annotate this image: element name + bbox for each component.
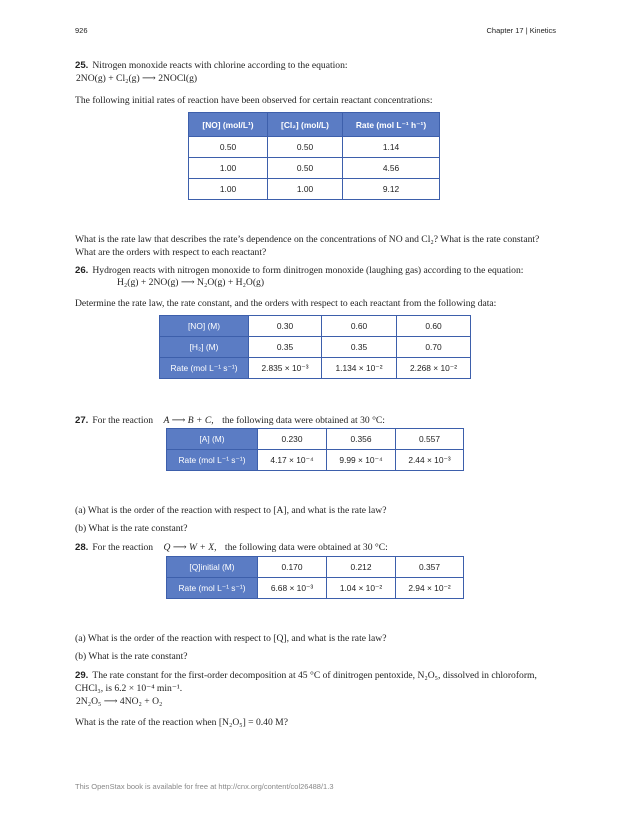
- q25-equation: 2NO(g) + Cl₂(g) ⟶ 2NOCl(g): [76, 73, 198, 84]
- q25-header-cl2: [Cl₂] (mol/L): [268, 113, 343, 137]
- q25-statement: Nitrogen monoxide reacts with chlorine according to the equation:: [92, 60, 348, 71]
- q29-text: [75, 670, 555, 695]
- q25-question: What is the rate law that describes the rate’s dependence on the concentrations of NO and Cl₂? What is the rate constant? What are the orders with respect to each reactant?: [75, 234, 540, 258]
- table-row: [189, 179, 440, 200]
- table-row: [160, 337, 471, 358]
- table-cell: 0.50: [268, 137, 343, 158]
- q27-reaction: A ⟶ B + C,: [163, 415, 214, 426]
- footer-note: This OpenStax book is available for free at http://cnx.org/content/col26488/1.3: [75, 782, 334, 791]
- q27-number: 27.: [75, 415, 89, 426]
- q26-intro: Determine the rate law, the rate constant, and the orders with respect to each reactant from the following data:: [75, 298, 497, 309]
- q25-number: 25.: [75, 60, 89, 71]
- q26-equation: H₂(g) + 2NO(g) ⟶ N₂O(g) + H₂O(g): [117, 277, 265, 288]
- table-cell: 1.04 × 10⁻²: [327, 578, 396, 599]
- table-row: [160, 316, 471, 337]
- q29-statement: The rate constant for the first-order decomposition at 45 °C of dinitrogen pentoxide, N₂O₅, dissolved in chloroform, CHCl₃, is 6.2 × 10⁻⁴ min⁻¹.: [75, 670, 537, 694]
- q26-row-label-rate: Rate (mol L⁻¹ s⁻¹): [160, 358, 249, 379]
- table-cell: 1.134 × 10⁻²: [322, 358, 397, 379]
- table-cell: 0.212: [327, 557, 396, 578]
- q28-table: [166, 556, 464, 599]
- q25-table: [188, 112, 440, 200]
- q26-text: [75, 265, 555, 278]
- table-cell: 0.70: [397, 337, 471, 358]
- q26-statement: Hydrogen reacts with nitrogen monoxide to form dinitrogen monoxide (laughing gas) according to the equation:: [92, 265, 524, 276]
- q27-text-before: For the reaction: [92, 415, 154, 426]
- table-cell: 0.557: [396, 429, 464, 450]
- table-row: [167, 450, 464, 471]
- q28-row-label-q: [Q]initial (M): [167, 557, 258, 578]
- q28-part-b: (b) What is the rate constant?: [75, 651, 188, 662]
- table-cell: 4.56: [343, 158, 440, 179]
- q28-reaction: Q ⟶ W + X,: [163, 542, 217, 553]
- q28-text: [75, 542, 575, 555]
- table-cell: 0.356: [327, 429, 396, 450]
- q26-row-label-no: [NO] (M): [160, 316, 249, 337]
- table-cell: 9.12: [343, 179, 440, 200]
- table-cell: 0.230: [258, 429, 327, 450]
- table-row: [167, 557, 464, 578]
- table-cell: 9.99 × 10⁻⁴: [327, 450, 396, 471]
- q26-row-label-h2: [H₂] (M): [160, 337, 249, 358]
- table-cell: 2.44 × 10⁻³: [396, 450, 464, 471]
- table-cell: 0.35: [249, 337, 322, 358]
- table-cell: 0.35: [322, 337, 397, 358]
- q28-part-a: (a) What is the order of the reaction with respect to [Q], and what is the rate law?: [75, 633, 387, 644]
- q25-header-rate: Rate (mol L⁻¹ h⁻¹): [343, 113, 440, 137]
- q25-intro: The following initial rates of reaction have been observed for certain reactant concentrations:: [75, 95, 433, 106]
- table-cell: 2.94 × 10⁻²: [396, 578, 464, 599]
- q27-text-after: the following data were obtained at 30 °C:: [222, 415, 385, 426]
- table-cell: 0.60: [322, 316, 397, 337]
- table-cell: 2.835 × 10⁻³: [249, 358, 322, 379]
- page-number: 926: [75, 26, 88, 35]
- q28-text-after: the following data were obtained at 30 °C:: [224, 542, 388, 553]
- q28-row-label-rate: Rate (mol L⁻¹ s⁻¹): [167, 578, 258, 599]
- table-cell: 1.14: [343, 137, 440, 158]
- q25-header-no: [NO] (mol/L¹): [189, 113, 268, 137]
- table-cell: 4.17 × 10⁻⁴: [258, 450, 327, 471]
- table-row: [167, 429, 464, 450]
- table-cell: 1.00: [268, 179, 343, 200]
- q26-table: [159, 315, 471, 379]
- table-cell: 1.00: [189, 158, 268, 179]
- table-cell: 0.170: [258, 557, 327, 578]
- chapter-label: Chapter 17 | Kinetics: [486, 26, 556, 35]
- table-row: [167, 578, 464, 599]
- q27-row-label-rate: Rate (mol L⁻¹ s⁻¹): [167, 450, 258, 471]
- q28-number: 28.: [75, 542, 89, 553]
- table-cell: 0.30: [249, 316, 322, 337]
- table-cell: 0.50: [268, 158, 343, 179]
- q27-part-a: (a) What is the order of the reaction with respect to [A], and what is the rate law?: [75, 505, 387, 516]
- q28-text-before: For the reaction: [92, 542, 154, 553]
- q26-number: 26.: [75, 265, 89, 276]
- q27-table: [166, 428, 464, 471]
- table-row: [160, 358, 471, 379]
- q29-equation: 2N₂O₅ ⟶ 4NO₂ + O₂: [76, 696, 163, 707]
- q27-row-label-a: [A] (M): [167, 429, 258, 450]
- q29-question: What is the rate of the reaction when [N₂O₅] = 0.40 M?: [75, 717, 288, 728]
- q29-number: 29.: [75, 670, 89, 681]
- q25-text: [75, 60, 555, 73]
- q27-text: [75, 415, 575, 428]
- table-row: [189, 137, 440, 158]
- table-row: [189, 158, 440, 179]
- table-cell: 2.268 × 10⁻²: [397, 358, 471, 379]
- table-cell: 0.50: [189, 137, 268, 158]
- table-cell: 0.60: [397, 316, 471, 337]
- q27-part-b: (b) What is the rate constant?: [75, 523, 188, 534]
- table-cell: 6.68 × 10⁻³: [258, 578, 327, 599]
- table-cell: 0.357: [396, 557, 464, 578]
- table-cell: 1.00: [189, 179, 268, 200]
